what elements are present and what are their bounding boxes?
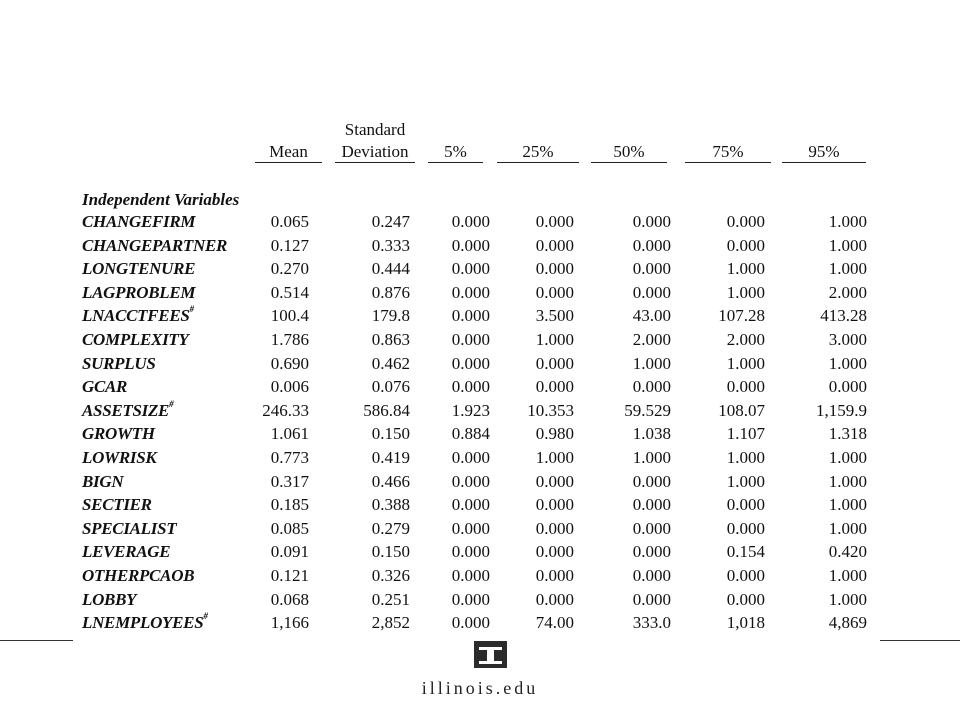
- table-cell: 1.000: [828, 495, 867, 514]
- table-row: [0, 283, 960, 306]
- table-cell: 1.000: [828, 354, 867, 373]
- table-cell: 0.000: [632, 590, 671, 609]
- table-cell: 108.07: [718, 401, 765, 420]
- variable-name: ASSETSIZE#: [82, 399, 174, 420]
- table-cell: 0.076: [371, 377, 410, 396]
- table-cell: 0.000: [632, 542, 671, 561]
- table-cell: 107.28: [718, 306, 765, 325]
- table-cell: 0.326: [371, 566, 410, 585]
- table-row: [0, 448, 960, 471]
- variable-name: SPECIALIST: [82, 519, 177, 538]
- table-cell: 1.000: [828, 590, 867, 609]
- table-cell: 0.127: [270, 236, 309, 255]
- variable-name: LAGPROBLEM: [82, 283, 196, 302]
- table-row: [0, 401, 960, 424]
- table-row: [0, 424, 960, 447]
- table-cell: 0.000: [535, 259, 574, 278]
- table-cell: 0.000: [535, 519, 574, 538]
- table-cell: 100.4: [270, 306, 309, 325]
- table-cell: 413.28: [820, 306, 867, 325]
- table-row: [0, 212, 960, 235]
- table-cell: 333.0: [632, 613, 671, 632]
- table-cell: 0.000: [632, 377, 671, 396]
- table-cell: 1.000: [726, 354, 765, 373]
- table-row: [0, 542, 960, 565]
- table-cell: 0.462: [371, 354, 410, 373]
- column-header: 5%: [444, 142, 467, 161]
- university-column-icon: [474, 641, 507, 668]
- table-cell: 0.000: [535, 590, 574, 609]
- table-cell: 0.000: [535, 283, 574, 302]
- table-cell: 0.000: [451, 613, 490, 632]
- table-row: [0, 566, 960, 589]
- variable-name: OTHERPCAOB: [82, 566, 195, 585]
- variable-footnote-mark: #: [189, 304, 194, 314]
- variable-name: COMPLEXITY: [82, 330, 189, 349]
- table-cell: 1.000: [632, 448, 671, 467]
- table-cell: 0.150: [371, 542, 410, 561]
- table-cell: 0.000: [535, 542, 574, 561]
- table-cell: 0.000: [451, 495, 490, 514]
- variable-name: SECTIER: [82, 495, 152, 514]
- variable-name: LNEMPLOYEES#: [82, 611, 208, 632]
- table-cell: 0.068: [270, 590, 309, 609]
- table-cell: 0.154: [726, 542, 765, 561]
- variable-name: GROWTH: [82, 424, 155, 443]
- table-cell: 0.251: [371, 590, 410, 609]
- table-row: [0, 495, 960, 518]
- section-title: Independent Variables: [82, 190, 240, 209]
- table-cell: 0.419: [371, 448, 410, 467]
- variable-name: LNACCTFEES#: [82, 304, 194, 325]
- table-row: [0, 377, 960, 400]
- table-cell: 1.318: [828, 424, 867, 443]
- table-row: [0, 472, 960, 495]
- column-header-underline: [255, 162, 322, 163]
- table-cell: 3.000: [828, 330, 867, 349]
- table-cell: 0.444: [371, 259, 410, 278]
- table-cell: 1.000: [535, 448, 574, 467]
- table-cell: 586.84: [363, 401, 410, 420]
- table-cell: 1,166: [270, 613, 309, 632]
- table-cell: 1.000: [726, 472, 765, 491]
- table-cell: 0.000: [726, 566, 765, 585]
- column-header: 50%: [613, 142, 645, 161]
- table-cell: 2.000: [632, 330, 671, 349]
- table-cell: 0.980: [535, 424, 574, 443]
- variable-name: GCAR: [82, 377, 128, 396]
- table-cell: 0.000: [451, 354, 490, 373]
- table-cell: 1,159.9: [816, 401, 867, 420]
- table-cell: 2.000: [828, 283, 867, 302]
- table-cell: 1.107: [726, 424, 765, 443]
- table-cell: 0.773: [270, 448, 309, 467]
- table-cell: 0.270: [270, 259, 309, 278]
- table-row: [0, 613, 960, 636]
- table-cell: 0.000: [451, 330, 490, 349]
- table-cell: 1.786: [270, 330, 309, 349]
- table-cell: 0.065: [270, 212, 309, 231]
- table-cell: 0.185: [270, 495, 309, 514]
- table-cell: 1.000: [726, 259, 765, 278]
- table-cell: 2,852: [371, 613, 410, 632]
- table-cell: 0.091: [270, 542, 309, 561]
- table-cell: 0.000: [828, 377, 867, 396]
- table-cell: 74.00: [535, 613, 574, 632]
- table-cell: 246.33: [262, 401, 309, 420]
- table-cell: 1.061: [270, 424, 309, 443]
- table-cell: 1.000: [632, 354, 671, 373]
- column-header-underline: [335, 162, 415, 163]
- table-cell: 0.514: [270, 283, 309, 302]
- table-cell: 0.000: [535, 212, 574, 231]
- variable-name: LEVERAGE: [82, 542, 171, 561]
- table-cell: 0.000: [451, 448, 490, 467]
- variable-footnote-mark: #: [203, 611, 208, 621]
- table-cell: 0.000: [726, 377, 765, 396]
- table-cell: 0.085: [270, 519, 309, 538]
- table-cell: 0.000: [726, 212, 765, 231]
- table-row: [0, 306, 960, 329]
- table-cell: 0.000: [451, 472, 490, 491]
- table-row: [0, 236, 960, 259]
- table-cell: 0.000: [451, 306, 490, 325]
- variable-name: CHANGEFIRM: [82, 212, 196, 231]
- table-cell: 0.000: [632, 519, 671, 538]
- table-cell: 10.353: [527, 401, 574, 420]
- column-header: 75%: [712, 142, 744, 161]
- table-cell: 0.884: [451, 424, 490, 443]
- table-cell: 0.000: [451, 212, 490, 231]
- table-cell: 1.000: [535, 330, 574, 349]
- table-cell: 179.8: [371, 306, 410, 325]
- table-cell: 0.006: [270, 377, 309, 396]
- table-cell: 43.00: [632, 306, 671, 325]
- table-cell: 0.000: [535, 354, 574, 373]
- table-cell: 0.000: [451, 283, 490, 302]
- table-cell: 3.500: [535, 306, 574, 325]
- table-cell: 0.466: [371, 472, 410, 491]
- table-cell: 0.000: [451, 377, 490, 396]
- table-cell: 0.000: [535, 495, 574, 514]
- column-header-underline: [685, 162, 771, 163]
- table-cell: 0.000: [726, 519, 765, 538]
- table-cell: 1.000: [828, 472, 867, 491]
- table-cell: 0.000: [451, 590, 490, 609]
- table-cell: 0.000: [632, 212, 671, 231]
- footer-divider-left: [0, 640, 73, 641]
- table-row: [0, 354, 960, 377]
- footer-divider-right: [880, 640, 960, 641]
- table-cell: 0.876: [371, 283, 410, 302]
- table-row: [0, 330, 960, 353]
- table-cell: 1.923: [451, 401, 490, 420]
- table-cell: 0.690: [270, 354, 309, 373]
- table-cell: 0.420: [828, 542, 867, 561]
- table-cell: 0.000: [726, 236, 765, 255]
- table-cell: 0.000: [535, 377, 574, 396]
- table-cell: 1.000: [828, 259, 867, 278]
- table-cell: 0.000: [451, 236, 490, 255]
- table-row: [0, 590, 960, 613]
- column-header: 95%: [808, 142, 840, 161]
- variable-name: BIGN: [82, 472, 124, 491]
- table-cell: 1.000: [726, 283, 765, 302]
- column-header: 25%: [522, 142, 554, 161]
- table-cell: 0.000: [535, 472, 574, 491]
- table-cell: 1.000: [828, 566, 867, 585]
- table-cell: 1.000: [828, 236, 867, 255]
- table-cell: 0.121: [270, 566, 309, 585]
- column-header-underline: [428, 162, 483, 163]
- table-cell: 0.000: [451, 542, 490, 561]
- table-cell: 0.000: [451, 519, 490, 538]
- variable-name: SURPLUS: [82, 354, 156, 373]
- table-cell: 0.000: [632, 259, 671, 278]
- table-row: [0, 519, 960, 542]
- table-cell: 0.863: [371, 330, 410, 349]
- table-cell: 0.000: [451, 259, 490, 278]
- variable-name: CHANGEPARTNER: [82, 236, 228, 255]
- table-cell: 1.000: [828, 212, 867, 231]
- table-cell: 0.000: [535, 566, 574, 585]
- variable-name: LOBBY: [82, 590, 137, 609]
- table-cell: 1,018: [726, 613, 765, 632]
- column-header: Mean: [269, 142, 308, 161]
- table-cell: 59.529: [624, 401, 671, 420]
- table-cell: 0.000: [535, 236, 574, 255]
- table-cell: 0.000: [726, 590, 765, 609]
- column-header-underline: [591, 162, 667, 163]
- table-cell: 1.000: [726, 448, 765, 467]
- variable-name: LONGTENURE: [82, 259, 196, 278]
- table-cell: 0.000: [632, 283, 671, 302]
- table-cell: 4,869: [828, 613, 867, 632]
- column-header-underline: [497, 162, 579, 163]
- table-cell: 2.000: [726, 330, 765, 349]
- table-cell: 0.388: [371, 495, 410, 514]
- variable-name: LOWRISK: [82, 448, 157, 467]
- table-cell: 0.000: [632, 236, 671, 255]
- site-url: illinois.edu: [421, 678, 539, 698]
- variable-footnote-mark: #: [169, 399, 174, 409]
- table-cell: 0.000: [726, 495, 765, 514]
- table-cell: 0.150: [371, 424, 410, 443]
- table-row: [0, 259, 960, 282]
- table-cell: 1.038: [632, 424, 671, 443]
- table-cell: 0.000: [451, 566, 490, 585]
- table-cell: 0.279: [371, 519, 410, 538]
- column-header: Standard Deviation: [341, 120, 409, 161]
- table-cell: 1.000: [828, 448, 867, 467]
- table-cell: 0.000: [632, 472, 671, 491]
- table-cell: 0.000: [632, 495, 671, 514]
- table-cell: 0.333: [371, 236, 410, 255]
- table-cell: 0.317: [270, 472, 309, 491]
- table-cell: 0.247: [371, 212, 410, 231]
- column-header-underline: [782, 162, 866, 163]
- table-cell: 0.000: [632, 566, 671, 585]
- table-cell: 1.000: [828, 519, 867, 538]
